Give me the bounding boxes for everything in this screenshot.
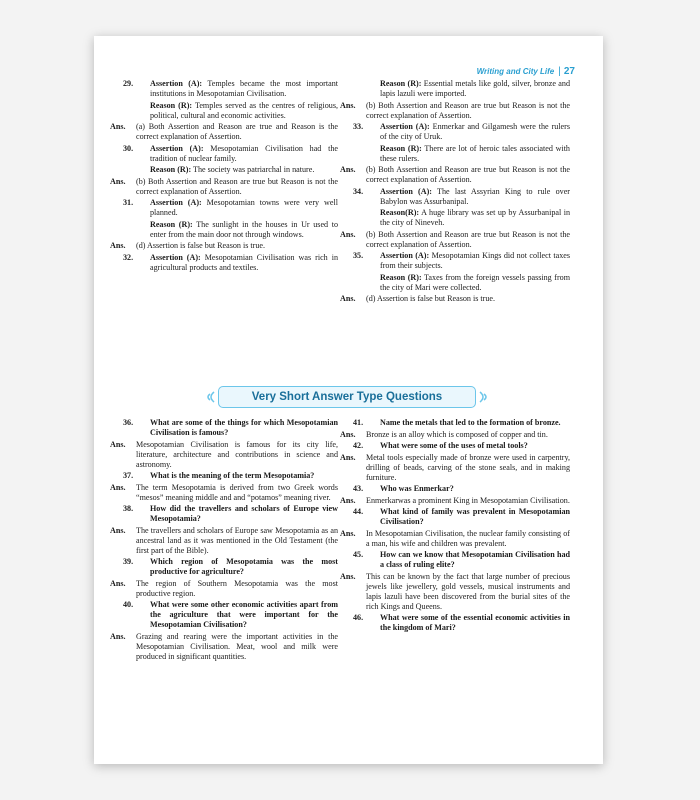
answer-item [340,453,570,483]
assertion-label: Assertion (A): [150,198,202,207]
answer-label: Ans. [340,528,356,538]
assertion-item [340,122,570,142]
answer-item [110,526,338,556]
question-text: How did the travellers and scholars of Europe view Mesopotamia? [150,504,338,523]
answer-item [110,579,338,599]
question-number: 34. [353,186,364,196]
top-right-column [340,79,570,306]
answer-item [110,440,338,470]
reason-label: Reason (R): [150,100,193,110]
header-divider: | [558,66,561,77]
answer-label: Ans. [110,439,126,449]
answer-text: (d) Assertion is false but Reason is true. [366,294,496,303]
reason-item [340,273,570,293]
answer-label: Ans. [110,122,126,131]
question-number: 39. [123,557,134,566]
answer-label: Ans. [340,294,356,303]
book-page [94,36,603,764]
question-item [110,557,338,577]
reason-label: Reason (R): [150,219,193,229]
question-number: 33. [353,122,364,131]
question-number: 46. [353,613,364,622]
reason-item [110,165,338,175]
answer-label: Ans. [110,631,126,641]
reason-item [340,79,570,99]
assertion-label: Assertion (A): [380,251,430,260]
answer-text: (a) Both Assertion and Reason are true and Reason is the correct explanation of Assertion. [136,122,338,141]
answer-item [340,294,570,304]
answer-text: Metal tools especially made of bronze were used in carpentry, drilling of beads, carving of the stone seals, and in making furniture. [366,452,570,482]
assertion-text: The last Assyrian King to rule over Babylon was Assurbanipal. [380,186,570,206]
answer-text: (b) Both Assertion and Reason are true but Reason is not the correct explanation of Assertion. [136,176,338,196]
question-item [340,507,570,527]
answer-text: (d) Assertion is false but Reason is true. [136,241,266,250]
reason-text: Essential metals like gold, silver, bronze and lapis lazuli were imported. [380,79,570,98]
answer-label: Ans. [110,241,126,250]
answer-text: (b) Both Assertion and Reason are true but Reason is not the correct explanation of Assertion. [366,229,570,249]
question-number: 32. [123,252,134,262]
answer-text: (b) Both Assertion and Reason are true but Reason is not the correct explanation of Assertion. [366,165,570,184]
left-wave-icon [202,390,216,404]
page-header [477,66,575,77]
answer-text: Bronze is an alloy which is composed of copper and tin. [366,429,548,439]
question-number: 40. [123,600,134,609]
answer-label: Ans. [340,229,356,239]
assertion-item [110,79,338,99]
assertion-label: Assertion (A): [150,143,204,153]
reason-label: Reason (R): [380,79,422,88]
answer-item [340,496,570,506]
question-text: What were some of the uses of metal tools? [380,441,528,450]
answer-item [110,483,338,503]
question-item [110,504,338,524]
answer-item [110,632,338,662]
assertion-item [340,187,570,207]
chapter-title: Writing and City Life [476,67,555,76]
question-number: 37. [123,471,134,480]
reason-label: Reason (R): [380,143,422,153]
question-number: 41. [353,418,364,427]
question-number: 38. [123,504,134,513]
assertion-item [110,198,338,218]
answer-label: Ans. [110,578,126,588]
answer-item [340,572,570,612]
assertion-item [110,253,338,273]
assertion-text: Mesopotamian towns were very well planned. [150,198,338,217]
answer-item [340,101,570,121]
answer-text: The region of Southern Mesopotamia was the most productive region. [136,578,338,598]
reason-label: Reason (R): [380,272,422,282]
reason-text: A huge library was set up by Assurbanipal in the city of Nineveh. [380,208,570,227]
reason-text: Temples served as the centres of religious, political, cultural and economic activities. [150,100,338,120]
answer-label: Ans. [340,429,356,439]
reason-item [110,101,338,121]
assertion-text: Mesopotamian Civilisation was rich in agricultural products and textiles. [150,252,338,272]
answer-item [110,241,338,251]
question-number: 43. [353,484,364,493]
section-heading-text: Very Short Answer Type Questions [251,391,443,403]
answer-label: Ans. [340,495,356,505]
answer-text: In Mesopotamian Civilisation, the nuclear family consisting of a man, his wife and children was prevalent. [366,528,570,548]
reason-label: Reason (R): [150,165,192,174]
answer-item [110,177,338,197]
question-text: What kind of family was prevalent in Mesopotamian Civilisation? [380,507,570,526]
question-number: 29. [123,79,134,88]
answer-label: Ans. [340,165,356,174]
reason-text: The sunlight in the houses in Ur used to enter from the main door not through windows. [150,219,338,239]
answer-label: Ans. [340,100,356,110]
assertion-item [340,251,570,271]
answer-text: This can be known by the fact that large number of precious jewels like jewellery, gold vessels, musical instruments and lapis lazuli have been discovered from the burial sites of the rich Kings and Queens. [366,571,570,611]
assertion-label: Assertion (A): [150,79,203,88]
question-text: Who was Enmerkar? [380,484,454,493]
question-item [340,484,570,494]
question-item [110,471,338,481]
question-text: What were some other economic activities apart from the agriculture that were important for the Mesopotamian Civilisation? [150,600,338,629]
answer-text: Mesopotamian Civilisation is famous for its city life, literature, architecture and contributions in science and astronomy. [136,439,338,469]
section-heading [218,386,476,408]
assertion-text: Temples became the most important institutions in Mesopotamian Civilisation. [150,79,338,98]
question-item [340,418,570,428]
question-number: 42. [353,441,364,450]
answer-item [110,122,338,142]
bottom-right-column [340,418,570,635]
question-text: What are some of the things for which Mesopotamian Civilisation is famous? [150,418,338,437]
reason-item [110,220,338,240]
answer-label: Ans. [110,525,126,535]
assertion-text: Mesopotamian Kings did not collect taxes from their subjects. [380,251,570,270]
answer-label: Ans. [340,452,356,462]
question-number: 36. [123,418,134,427]
question-text: How can we know that Mesopotamian Civilisation had a class of ruling elite? [380,550,570,569]
answer-text: The term Mesopotamia is derived from two Greek words “mesos” meaning middle and and “potamos” meaning river. [136,482,338,502]
question-item [340,441,570,451]
answer-text: (b) Both Assertion and Reason are true but Reason is not the correct explanation of Assertion. [366,100,570,120]
answer-label: Ans. [340,571,356,581]
question-item [110,418,338,438]
question-item [110,600,338,630]
bottom-left-column [110,418,338,663]
question-number: 45. [353,550,364,559]
question-item [340,550,570,570]
question-text: What is the meaning of the term Mesopotamia? [150,471,315,480]
section-heading-box [218,386,476,409]
reason-item [340,144,570,164]
answer-item [340,529,570,549]
answer-text: The travellers and scholars of Europe saw Mesopotamia as an ancestral land as it was mentioned in the Old Testament (the first part of the Bible). [136,525,338,555]
reason-text: Taxes from the foreign vessels passing from the city of Mari were collected. [380,272,570,292]
question-number: 31. [123,198,134,207]
right-wave-icon [478,390,492,404]
assertion-label: Assertion (A): [380,186,432,196]
question-text: Name the metals that led to the formation of bronze. [380,418,561,427]
question-text: What were some of the essential economic activities in the kingdom of Mari? [380,613,570,632]
assertion-label: Assertion (A): [380,122,430,131]
answer-label: Ans. [110,482,126,492]
question-number: 30. [123,143,134,153]
answer-item [340,430,570,440]
reason-label: Reason(R): [380,208,420,217]
assertion-text: Mesopotamian Civilisation had the tradition of nuclear family. [150,143,338,163]
question-item [340,613,570,633]
reason-item [340,208,570,228]
top-left-column [110,79,338,274]
assertion-text: Enmerkar and Gilgamesh were the rulers of the city of Uruk. [380,122,570,141]
assertion-label: Assertion (A): [150,252,201,262]
answer-text: Grazing and rearing were the important activities in the Mesopotamian Civilisation. Meat, wool and milk were produced in significant quantities. [136,631,338,661]
question-text: Which region of Mesopotamia was the most productive for agriculture? [150,557,338,576]
page-number: 27 [563,66,575,77]
question-number: 35. [353,251,364,260]
answer-item [340,230,570,250]
answer-label: Ans. [110,176,126,186]
question-number: 44. [353,507,364,516]
reason-text: There are lot of heroic tales associated with these rulers. [380,143,570,163]
assertion-item [110,144,338,164]
answer-text: Enmerkarwas a prominent King in Mesopotamian Civilisation. [366,495,570,505]
answer-item [340,165,570,185]
reason-text: The society was patriarchal in nature. [191,165,315,174]
